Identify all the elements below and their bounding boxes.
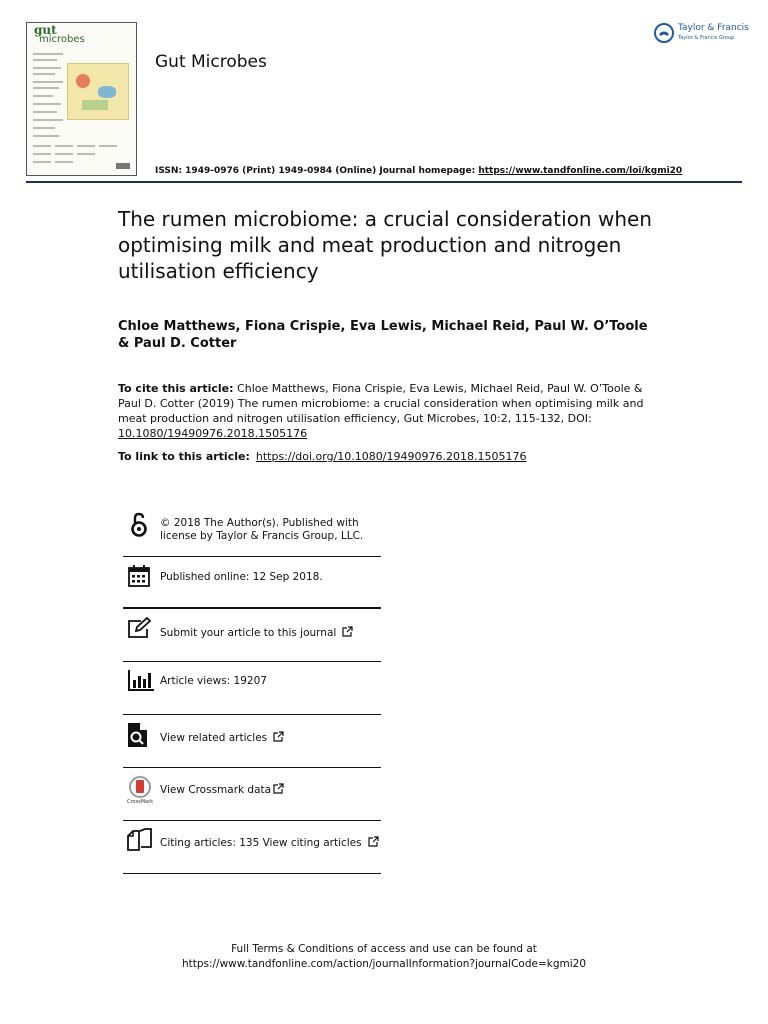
publisher-sub: Taylor & Francis Group (678, 35, 735, 41)
cite-label: To cite this article: (118, 382, 234, 395)
cite-text: Chloe Matthews, Fiona Crispie, Eva Lewis, Michael Reid, Paul W. O’Toole & Paul D. Cotter (2019) The rumen microbiome: a crucial consideration when optimising milk and meat production and nitrogen utilisation efficiency, Gut Microbes, 10:2, 115-132, DOI: (118, 382, 644, 425)
publisher-logo[interactable] (654, 22, 749, 48)
divider (123, 661, 381, 662)
crossmark-row[interactable] (123, 772, 381, 816)
external-link-icon (342, 626, 353, 641)
cover-logo-gut: gut (34, 23, 57, 37)
article-doi-link[interactable]: https://doi.org/10.1080/19490976.2018.1505176 (255, 450, 527, 463)
svg-text:CrossMark: CrossMark (127, 799, 153, 805)
open-access-line1: © 2018 The Author(s). Published with (160, 517, 359, 529)
citation-block (118, 381, 644, 441)
journal-homepage-link[interactable]: https://www.tandfonline.com/loi/kgmi20 (478, 166, 683, 176)
external-link-icon (273, 731, 284, 746)
crossmark-icon (127, 775, 153, 805)
divider (123, 556, 381, 557)
edit-icon (127, 617, 151, 641)
divider (123, 607, 381, 609)
divider (123, 820, 381, 821)
external-link-icon (273, 783, 284, 798)
article-views-row (123, 666, 381, 708)
published-row (123, 562, 381, 602)
article-link-block (118, 449, 678, 464)
link-label: To link to this article: (118, 450, 250, 463)
cover-publisher-mark (116, 163, 130, 169)
divider (123, 714, 381, 715)
published-date: Published online: 12 Sep 2018. (160, 571, 323, 583)
crossmark-link[interactable]: View Crossmark data (160, 784, 272, 796)
terms-line: Full Terms & Conditions of access and use can be found at (231, 943, 537, 955)
citing-articles-row[interactable] (123, 825, 381, 871)
citing-articles-link[interactable]: Citing articles: 135 View citing articles (160, 837, 362, 849)
submit-article-link[interactable]: Submit your article to this journal (160, 627, 337, 639)
calendar-icon (127, 564, 151, 588)
divider (123, 767, 381, 768)
issn-text: ISSN: 1949-0976 (Print) 1949-0984 (Online) Journal homepage: (155, 166, 479, 176)
bar-chart-icon (127, 668, 151, 692)
open-access-row (123, 510, 381, 550)
journal-cover-thumbnail (26, 22, 137, 176)
external-link-icon (368, 836, 379, 851)
related-articles-row[interactable] (123, 719, 381, 763)
open-access-icon (127, 512, 151, 536)
article-authors: Chloe Matthews, Fiona Crispie, Eva Lewis, Michael Reid, Paul W. O’Toole & Paul D. Cotter (118, 319, 648, 351)
publisher-name: Taylor & Francis (678, 23, 749, 33)
article-views: Article views: 19207 (160, 675, 267, 687)
article-title: The rumen microbiome: a crucial consideration when optimising milk and meat production and nitrogen utilisation efficiency (118, 207, 652, 283)
taylor-francis-logo-icon (654, 23, 674, 43)
header-rule (26, 181, 742, 183)
document-search-icon (127, 722, 151, 746)
cover-logo-microbes: microbes (39, 34, 85, 45)
open-access-line2: license by Taylor & Francis Group, LLC. (160, 530, 364, 542)
divider (123, 873, 381, 874)
submit-article-row[interactable] (123, 614, 381, 656)
cite-doi-link[interactable]: 10.1080/19490976.2018.1505176 (118, 427, 308, 440)
related-articles-link[interactable]: View related articles (160, 732, 268, 744)
issn-line (155, 166, 682, 176)
terms-footer (0, 942, 768, 972)
citing-articles-icon (127, 828, 151, 852)
journal-title: Gut Microbes (155, 52, 267, 72)
terms-url[interactable]: https://www.tandfonline.com/action/journalInformation?journalCode=kgmi20 (181, 958, 587, 970)
cover-illustration (67, 63, 129, 120)
